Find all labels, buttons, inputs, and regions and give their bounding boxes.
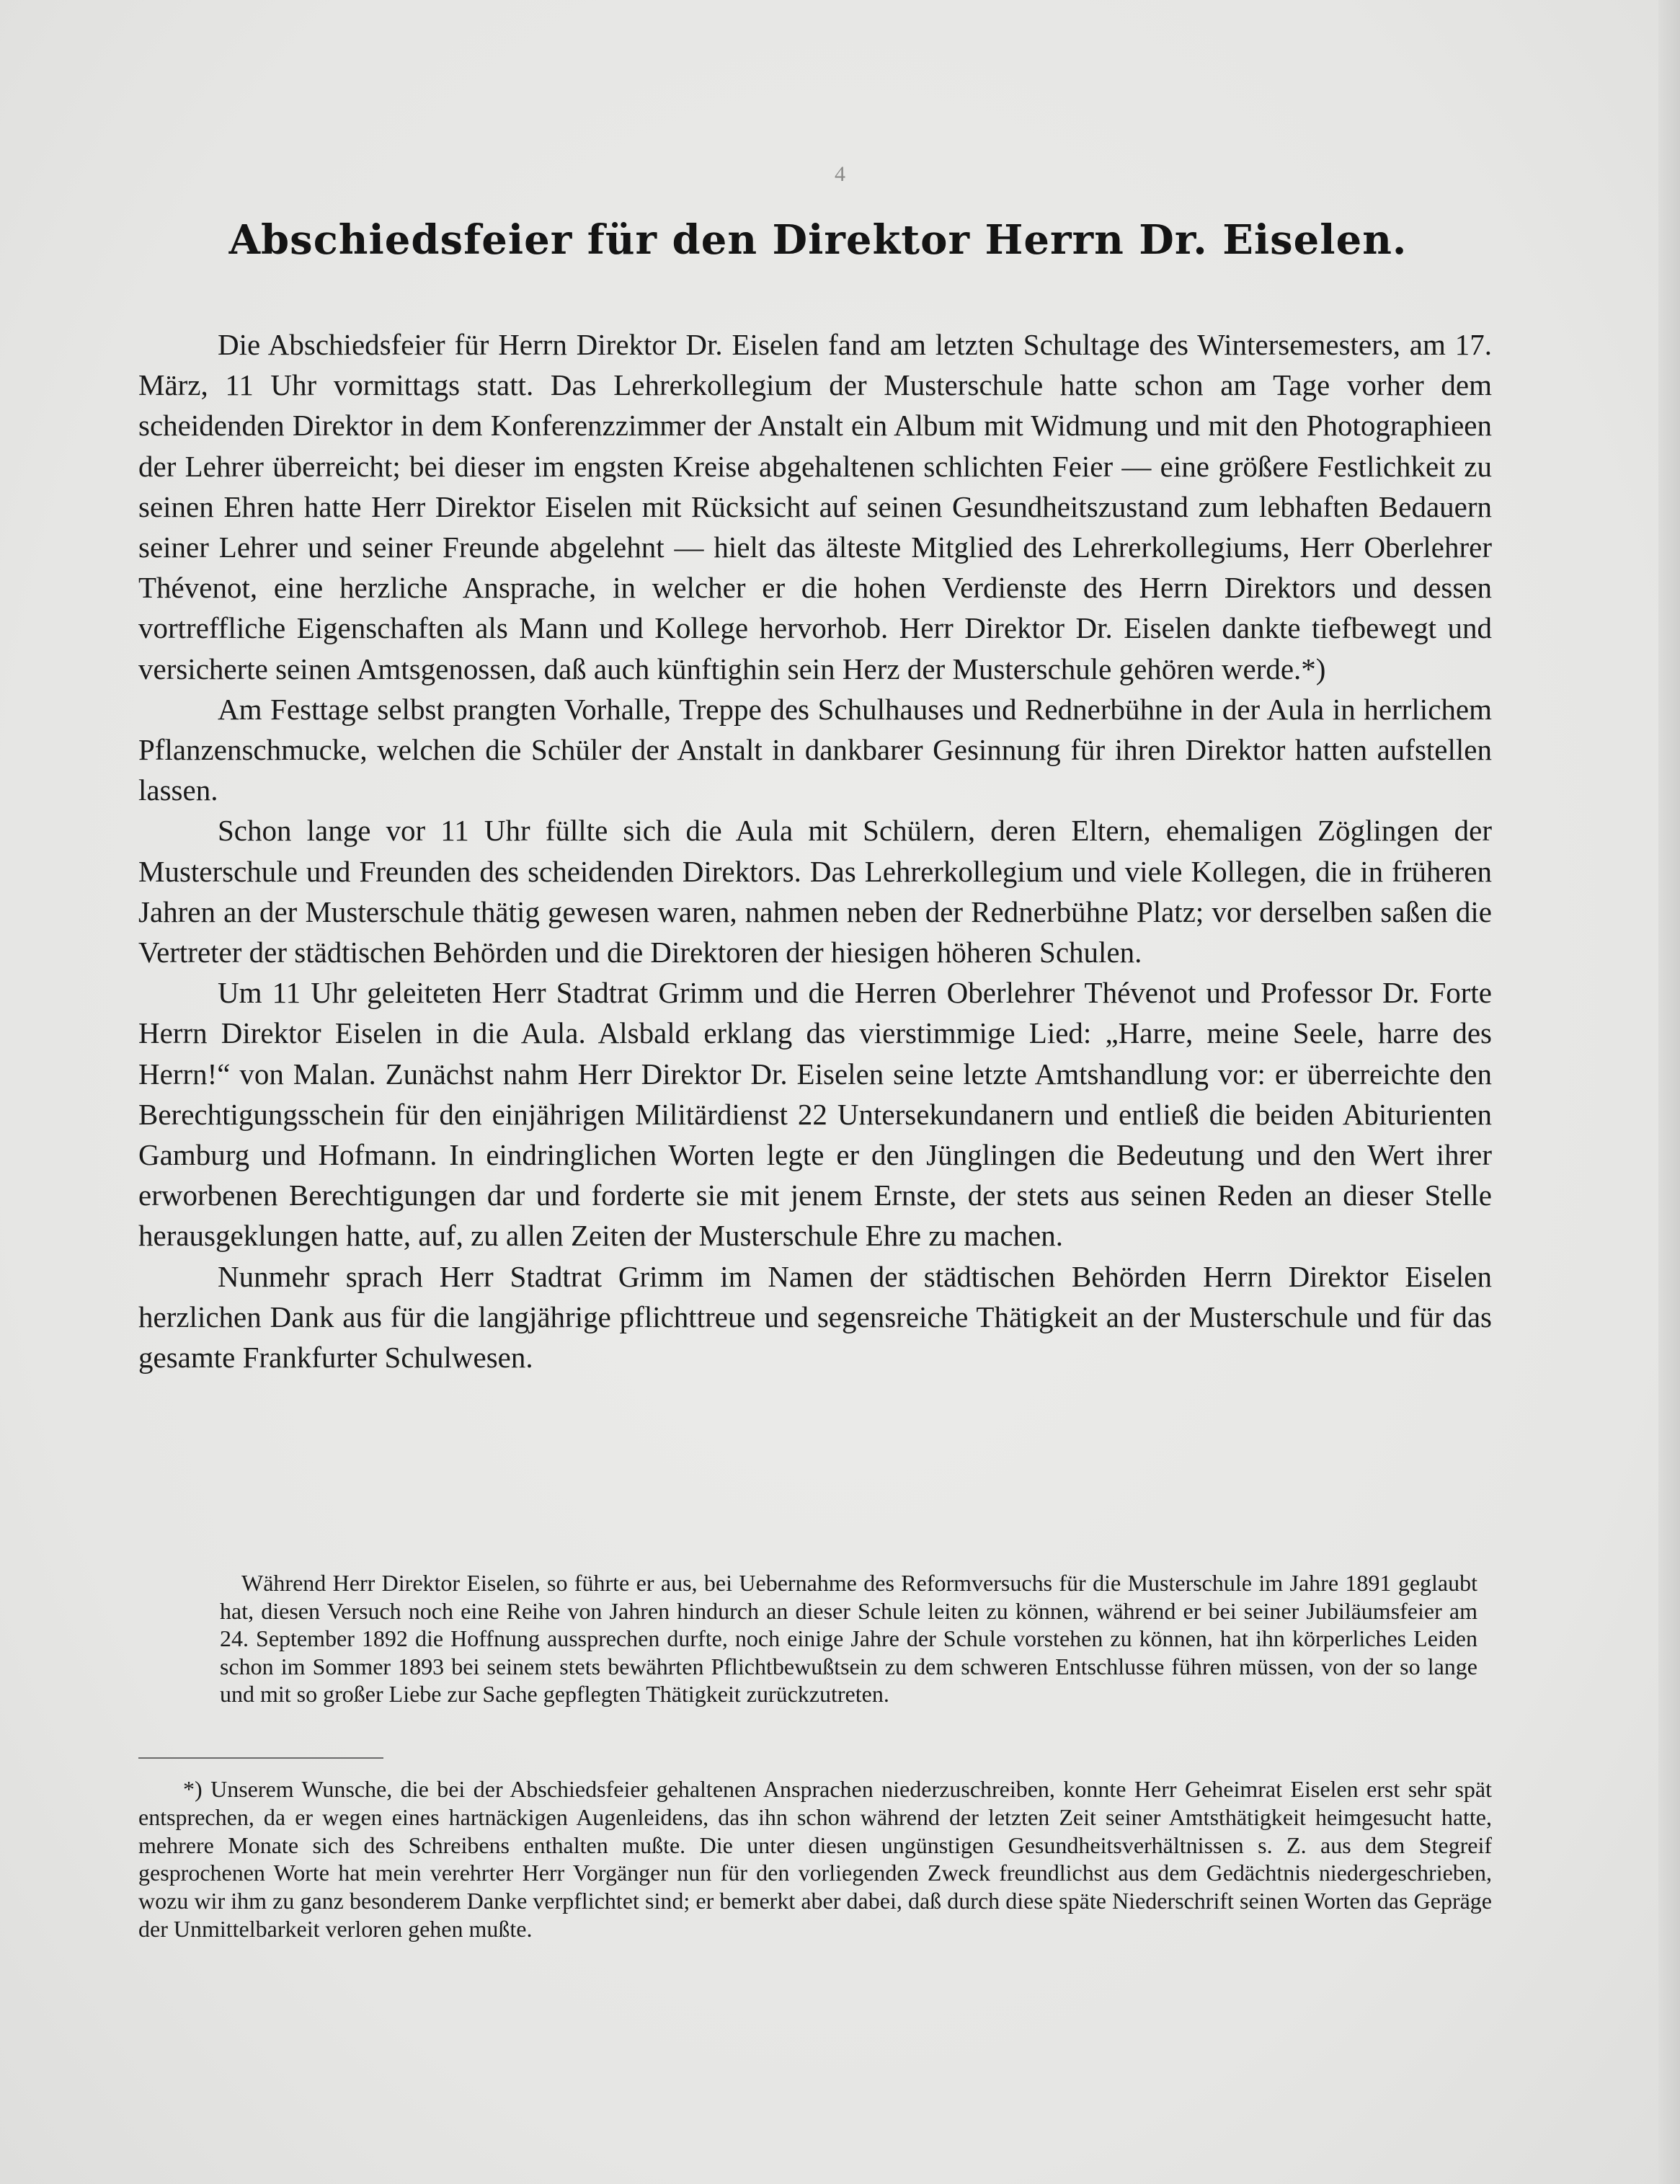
paragraph: Schon lange vor 11 Uhr füllte sich die Aula mit Schülern, deren Eltern, ehemaligen Zöglingen der Musterschule und Freunden des scheidenden Direktors. Das Lehrerkollegium und viele Kollegen, die in früheren Jahren an der Musterschule thätig gewesen waren, nahmen neben der Rednerbühne Platz; vor derselben saßen die Vertreter der städtischen Behörden und die Direktoren der hiesigen höheren Schulen. — [138, 814, 1492, 969]
quote-text: Während Herr Direktor Eiselen, so führte er aus, bei Uebernahme des Reformversuchs für die Musterschule im Jahre 1891 geglaubt hat, diesen Versuch noch eine Reihe von Jahren hindurch an dieser Schule leiten zu können, während er bei seiner Jubiläumsfeier am 24. September 1892 die Hoffnung aussprechen durfte, noch einige Jahre der Schule vorstehen zu können, hat ihn körperliches Leiden schon im Sommer 1893 bei seinem stets bewährten Pflichtbewußtsein zu dem schweren Entschlusse führen müssen, von der so lange und mit so großer Liebe zur Sache gepflegten Thätigkeit zurückzutreten. — [220, 1570, 1477, 1707]
page-edge-shadow — [1658, 0, 1680, 2184]
footnote-divider — [138, 1757, 383, 1759]
footnote-text: *) Unserem Wunsche, die bei der Abschiedsfeier gehaltenen Ansprachen niederzuschreiben, konnte Herr Geheimrat Eiselen erst sehr spät entsprechen, da er wegen eines hartnäckigen Augenleidens, das ihn schon während der letzten Zeit seiner Amtsthätigkeit heimgesucht hatte, mehrere Monate sich des Schreibens enthalten mußte. Die unter diesen ungünstigen Gesundheitsverhältnissen s. Z. aus dem Stegreif gesprochenen Worte hat mein verehrter Herr Vorgänger nun für den vorliegenden Zweck freundlichst aus dem Gedächtnis niedergeschrieben, wozu wir ihm zu ganz besonderem Danke verpflichtet sind; er bemerkt aber dabei, daß durch diese späte Niederschrift seinen Worten das Gepräge der Unmittelbarkeit verloren gehen mußte. — [138, 1776, 1492, 1942]
paragraph: Um 11 Uhr geleiteten Herr Stadtrat Grimm und die Herren Oberlehrer Thévenot und Professor Dr. Forte Herrn Direktor Eiselen in die Aula. Alsbald erklang das vierstimmige Lied: „Harre, meine Seele, harre des Herrn!“ von Malan. Zunächst nahm Herr Direktor Dr. Eiselen seine letzte Amtshandlung vor: er überreichte den Berechtigungsschein für den einjährigen Militärdienst 22 Untersekundanern und entließ die beiden Abiturienten Gamburg und Hofmann. In eindringlichen Worten legte er den Jünglingen die Bedeutung und den Wert ihrer erworbenen Berechtigungen dar und forderte sie mit jenem Ernste, der stets aus seinen Reden an dieser Stelle herausgeklungen hatte, auf, zu allen Zeiten der Musterschule Ehre zu machen. — [138, 976, 1492, 1253]
paragraph: Die Abschiedsfeier für Herrn Direktor Dr. Eiselen fand am letzten Schultage des Wintersemesters, am 17. März, 11 Uhr vormittags statt. Das Lehrerkollegium der Musterschule hatte schon am Tage vorher dem scheidenden Direktor in dem Konferenzzimmer der Anstalt ein Album mit Widmung und mit den Photographieen der Lehrer überreicht; bei dieser im engsten Kreise abgehaltenen schlichten Feier — eine größere Festlichkeit zu seinen Ehren hatte Herr Direktor Eiselen mit Rücksicht auf seinen Gesundheitszustand zum lebhaften Bedauern seiner Lehrer und seiner Freunde abgelehnt — hielt das älteste Mitglied des Lehrerkollegiums, Herr Oberlehrer Thévenot, eine herzliche Ansprache, in welcher er die hohen Verdienste des Herrn Direktors und dessen vortreffliche Eigenschaften als Mann und Kollege hervorhob. Herr Direktor Dr. Eiselen dankte tiefbewegt und versicherte seinen Amtsgenossen, daß auch künftighin sein Herz der Musterschule gehören werde.*) — [138, 328, 1492, 685]
indented-quote — [220, 1569, 1477, 1708]
paragraph: Nunmehr sprach Herr Stadtrat Grimm im Namen der städtischen Behörden Herrn Direktor Eiselen herzlichen Dank aus für die langjährige pflichttreue und segensreiche Thätigkeit an der Musterschule und für das gesamte Frankfurter Schulwesen. — [138, 1259, 1492, 1375]
main-text — [138, 324, 1492, 1377]
footnote — [138, 1775, 1492, 1943]
paragraph: Am Festtage selbst prangten Vorhalle, Treppe des Schulhauses und Rednerbühne in der Aula in herrlichem Pflanzenschmucke, welchen die Schüler der Anstalt in dankbarer Gesinnung für ihren Direktor hatten aufstellen lassen. — [138, 692, 1492, 807]
page-number: 4 — [835, 162, 845, 186]
page-title: Abschiedsfeier für den Direktor Herrn Dr. Eiselen. — [228, 216, 1408, 264]
